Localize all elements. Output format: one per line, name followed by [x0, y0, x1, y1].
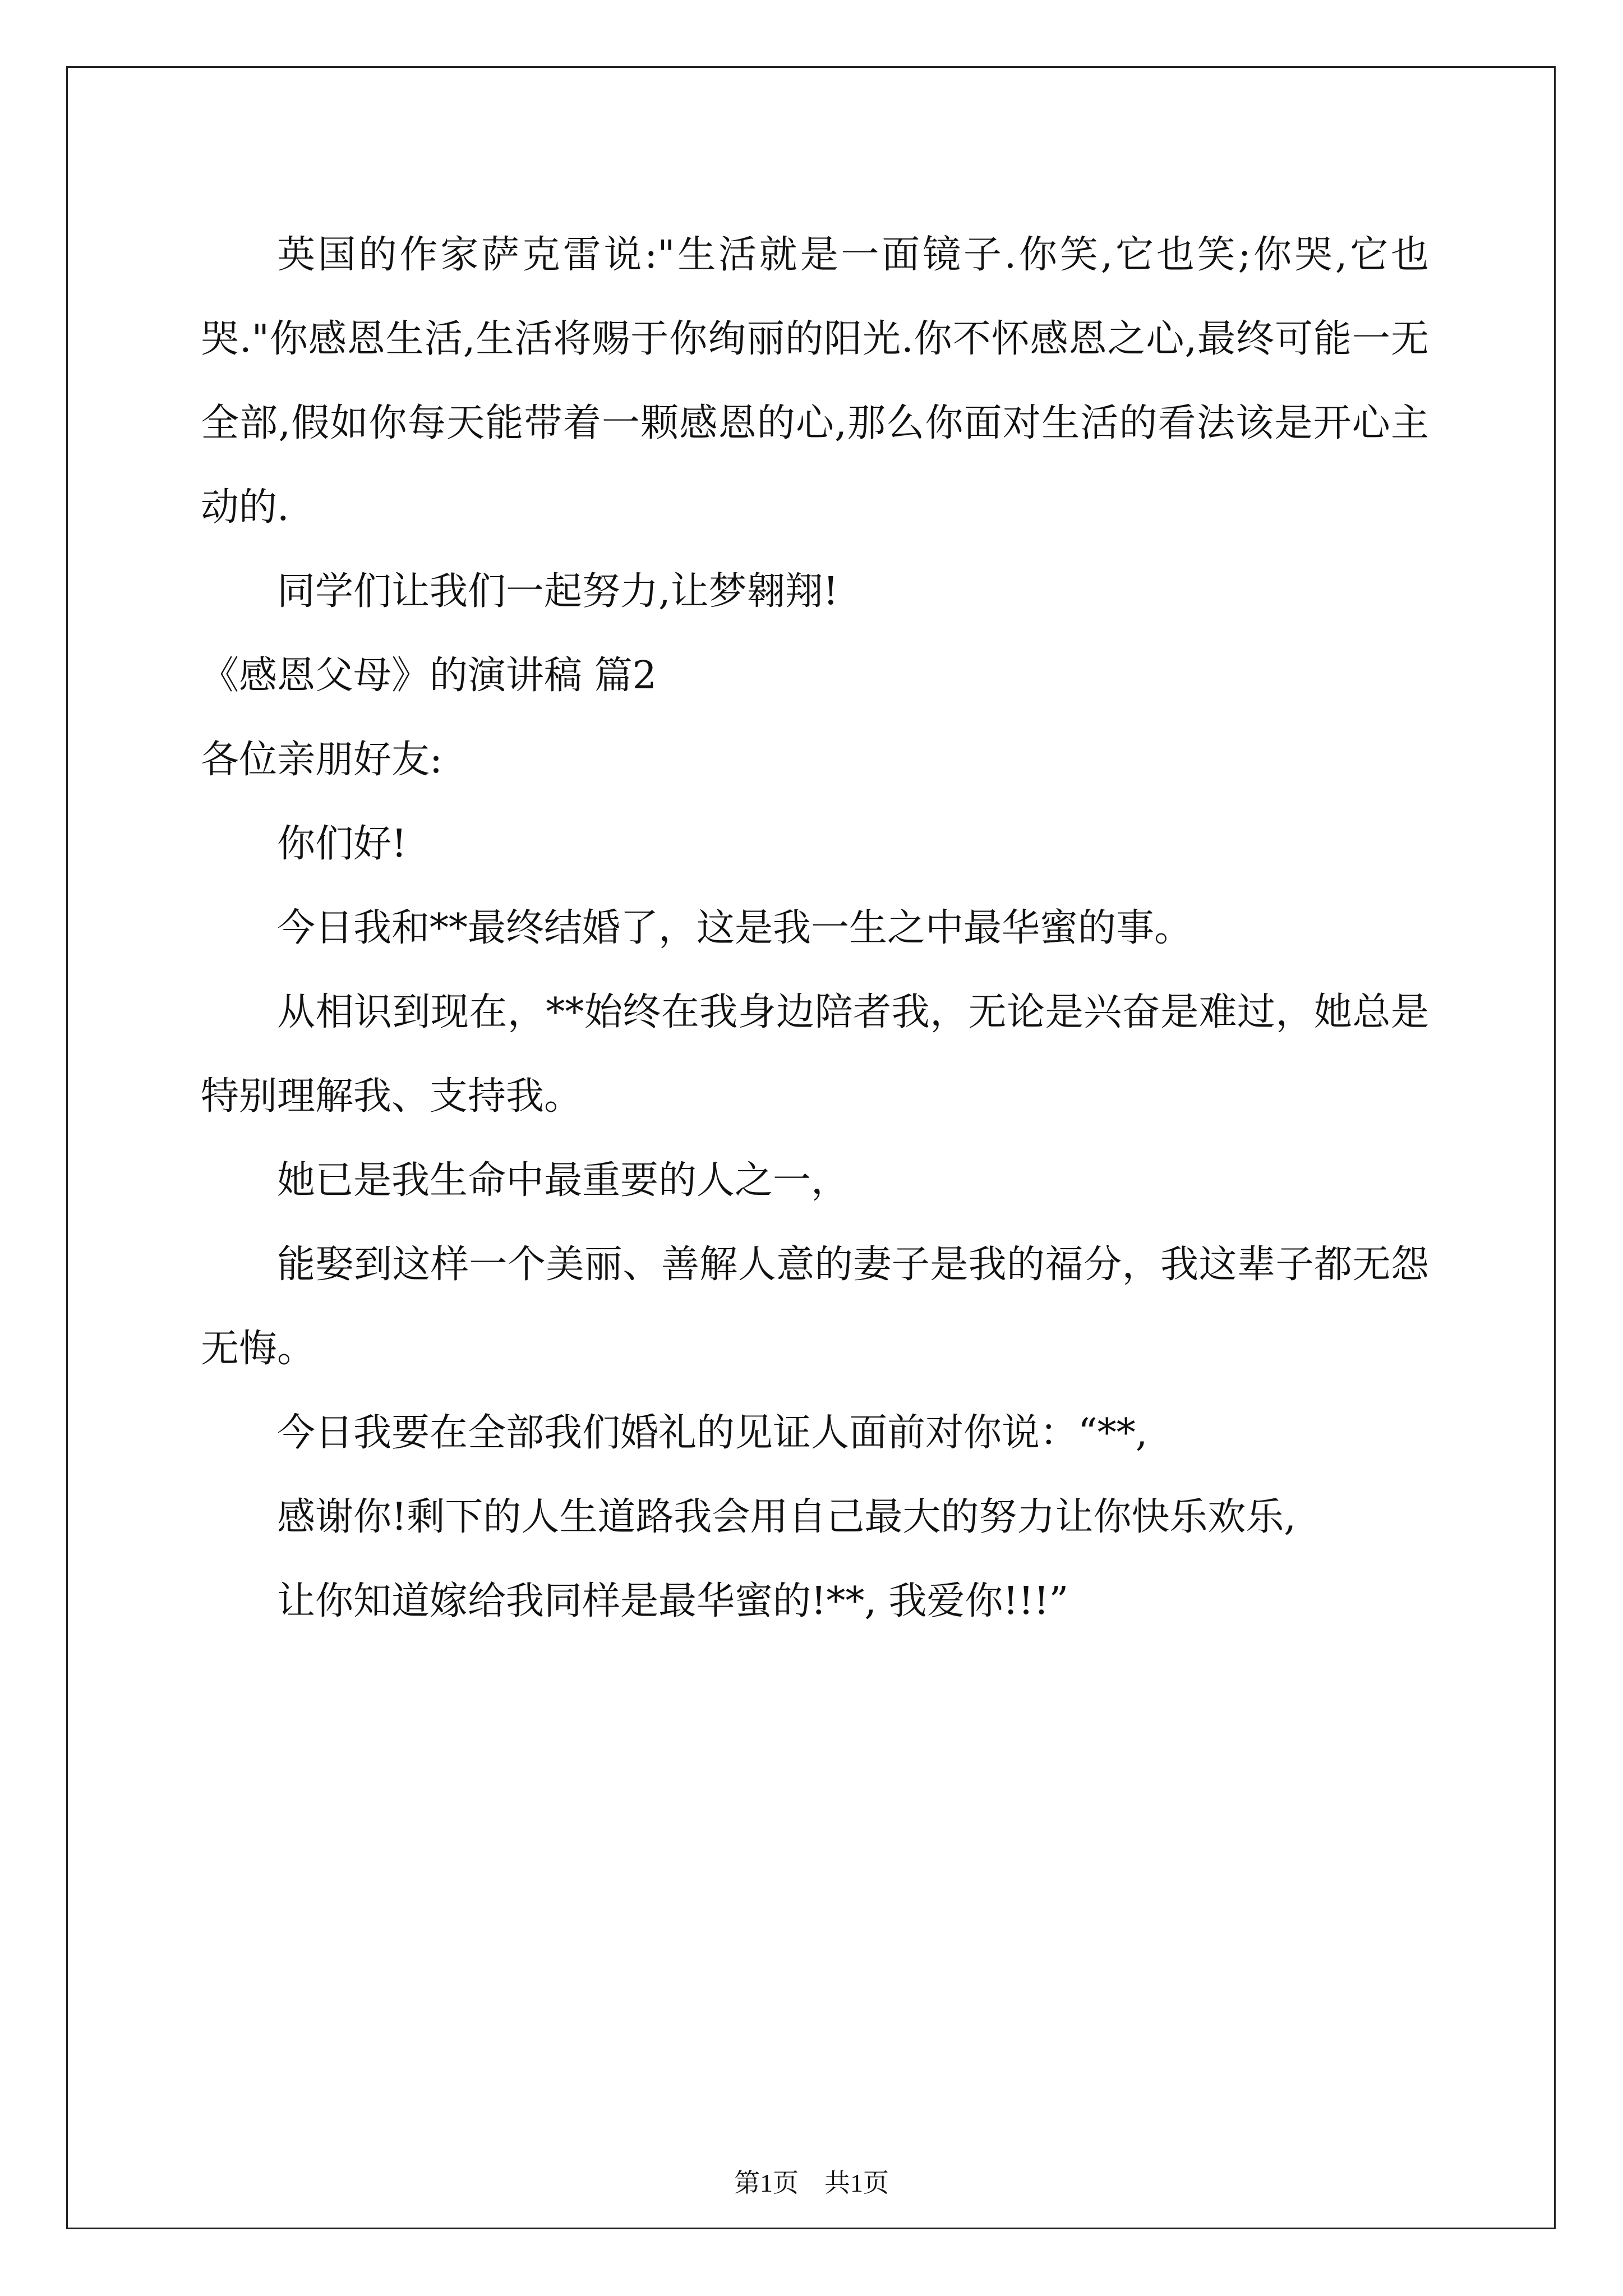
- paragraph-quote: 英国的作家萨克雷说:"生活就是一面镜子.你笑,它也笑;你哭,它也哭."你感恩生活,生活将赐于你绚丽的阳光.你不怀感恩之心,最终可能一无全部,假如你每天能带着一颗感恩的心,那么你面对生活的看法该是开心主动的.: [201, 233, 1429, 530]
- section-heading: 《感恩父母》的演讲稿 篇2: [201, 654, 657, 698]
- paragraph-vow-love: 让你知道嫁给我同样是最华蜜的!**, 我爱你!!!”: [277, 1579, 1069, 1623]
- paragraph-important: 她已是我生命中最重要的人之一，: [277, 1158, 850, 1203]
- paragraph-acquaintance: 从相识到现在，**始终在我身边陪者我，无论是兴奋是难过，她总是特别理解我、支持我。: [201, 990, 1429, 1119]
- salutation: 各位亲朋好友:: [201, 738, 442, 782]
- page-footer: 第1页 共1页: [734, 2169, 889, 2197]
- paragraph-vow-thanks: 感谢你!剩下的人生道路我会用自己最大的努力让你快乐欢乐,: [277, 1495, 1296, 1539]
- paragraph-wedding: 今日我和**最终结婚了，这是我一生之中最华蜜的事。: [277, 906, 1193, 950]
- document-body: [201, 213, 1429, 1644]
- paragraph-blessing: 能娶到这样一个美丽、善解人意的妻子是我的福分，我这辈子都无怨无悔。: [201, 1243, 1429, 1371]
- greeting: 你们好!: [277, 822, 407, 866]
- paragraph-encouragement: 同学们让我们一起努力,让梦翱翔!: [277, 569, 838, 614]
- paragraph-vow-intro: 今日我要在全部我们婚礼的见证人面前对你说：“**,: [277, 1411, 1148, 1455]
